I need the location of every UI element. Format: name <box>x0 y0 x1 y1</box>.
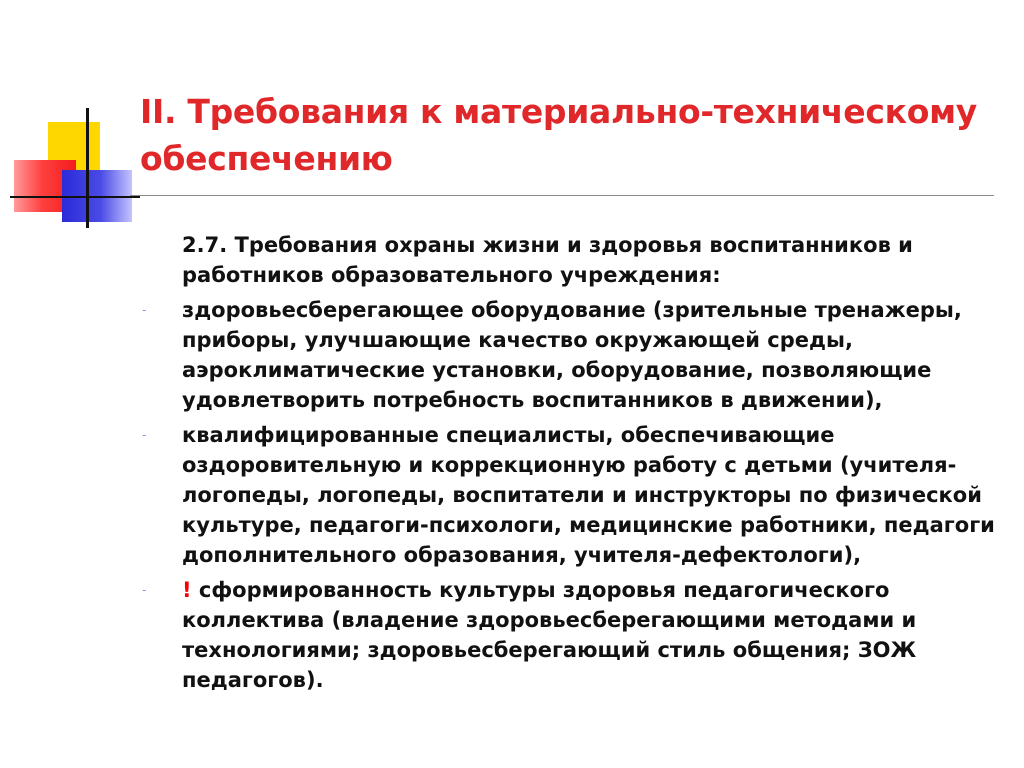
logo-horizontal-line <box>10 196 140 198</box>
bullet-text: здоровьесберегающее оборудование (зрительные тренажеры, приборы, улучшающие качество окружающей среды, аэроклиматические установки, оборудование, позволяющие удовлетворить потребность воспитанников в движении), <box>182 298 962 412</box>
intro-paragraph: 2.7. Требования охраны жизни и здоровья воспитанников и работников образовательного учреждения: <box>182 233 913 287</box>
bullet-item-3 <box>140 575 1000 695</box>
bullet-text: сформированность культуры здоровья педагогического коллектива (владение здоровьесберегающими методами и технологиями; здоровьесберегающий стиль общения; ЗОЖ педагогов). <box>182 578 917 692</box>
bullet-marker: - <box>142 428 147 442</box>
title-divider <box>130 195 994 196</box>
logo-vertical-line <box>86 108 89 228</box>
bullet-marker: - <box>142 583 147 597</box>
exclamation-emphasis: ! <box>182 578 192 602</box>
slide-title: II. Требования к материально-техническому обеспечению <box>140 92 977 178</box>
bullet-item-2 <box>140 420 1000 570</box>
slide-body <box>140 230 1000 700</box>
bullet-item-1 <box>140 295 1000 415</box>
decorative-logo <box>10 108 140 238</box>
bullet-marker: - <box>142 303 147 317</box>
bullet-text: квалифицированные специалисты, обеспечивающие оздоровительную и коррекционную работу с детьми (учителя-логопеды, логопеды, воспитатели и инструкторы по физической культуре, педагоги-психологи, медицинские работники, педагоги дополнительного образования, учителя-дефектологи), <box>182 423 995 567</box>
